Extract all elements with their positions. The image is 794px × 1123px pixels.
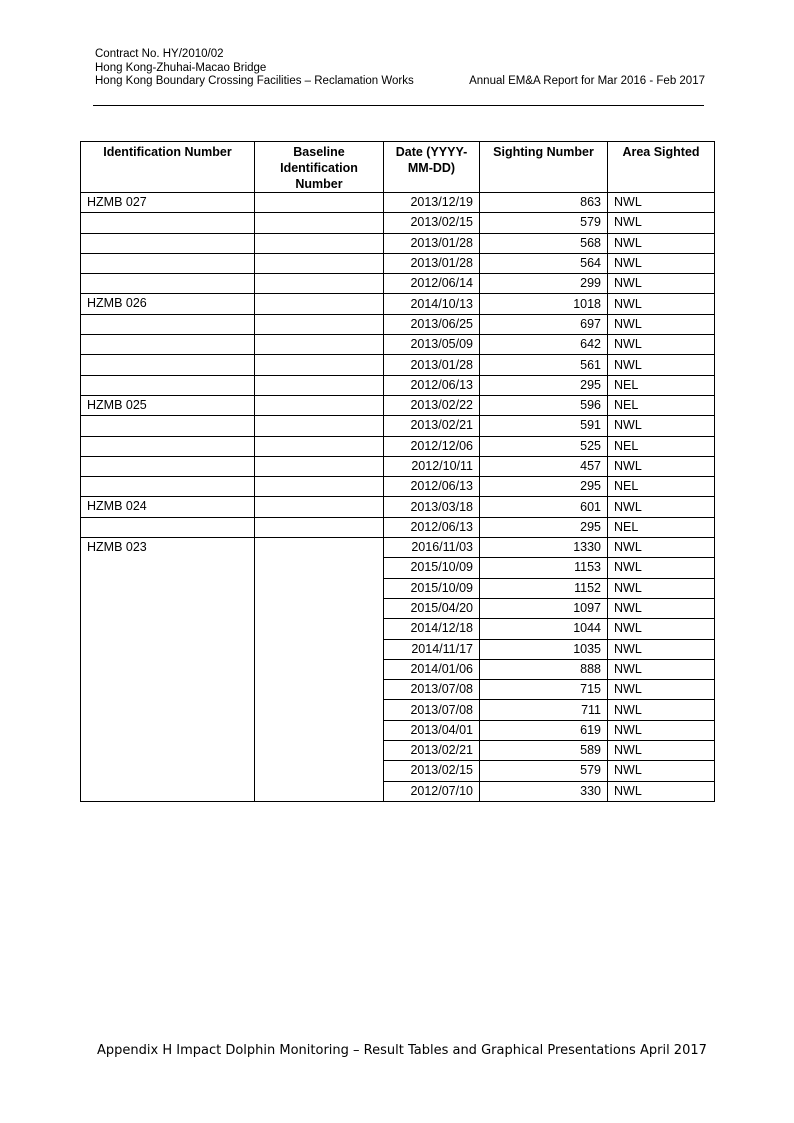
page-footer: Appendix H Impact Dolphin Monitoring – Result Tables and Graphical Presentations April 2017: [97, 1043, 707, 1058]
date-cell: 2012/10/11: [384, 456, 480, 476]
sighting-number-cell: 1152: [480, 578, 608, 598]
area-sighted-cell: NEL: [608, 395, 715, 415]
identification-number-cell: [81, 517, 255, 537]
identification-number-cell: [81, 436, 255, 456]
baseline-id-cell: [255, 477, 384, 497]
date-cell: 2013/01/28: [384, 233, 480, 253]
baseline-id-cell: [255, 233, 384, 253]
table-row: [81, 538, 715, 558]
sighting-table: [80, 141, 715, 802]
table-header-row: [81, 142, 715, 193]
identification-number-cell: [81, 314, 255, 334]
area-sighted-cell: NWL: [608, 456, 715, 476]
identification-number-cell: [81, 274, 255, 294]
sighting-number-cell: 1330: [480, 538, 608, 558]
area-sighted-cell: NWL: [608, 700, 715, 720]
sighting-number-cell: 619: [480, 720, 608, 740]
date-cell: 2013/07/08: [384, 700, 480, 720]
area-sighted-cell: NWL: [608, 558, 715, 578]
sighting-number-cell: 697: [480, 314, 608, 334]
column-header-baseline-identification-number: Baseline Identification Number: [255, 142, 384, 193]
sighting-number-cell: 1097: [480, 598, 608, 618]
identification-number-cell: [81, 416, 255, 436]
date-cell: 2015/10/09: [384, 578, 480, 598]
identification-number-cell: [81, 233, 255, 253]
area-sighted-cell: NWL: [608, 538, 715, 558]
table-row: [81, 274, 715, 294]
date-cell: 2013/02/21: [384, 741, 480, 761]
sighting-number-cell: 295: [480, 517, 608, 537]
sighting-number-cell: 589: [480, 741, 608, 761]
table-row: [81, 253, 715, 273]
table-row: [81, 436, 715, 456]
baseline-id-cell: [255, 253, 384, 273]
date-cell: 2013/02/22: [384, 395, 480, 415]
date-cell: 2014/12/18: [384, 619, 480, 639]
table-row: [81, 335, 715, 355]
sighting-number-cell: 525: [480, 436, 608, 456]
sighting-number-cell: 295: [480, 477, 608, 497]
project-name: Hong Kong-Zhuhai-Macao Bridge: [95, 61, 267, 74]
table-row: [81, 456, 715, 476]
baseline-id-cell: [255, 335, 384, 355]
baseline-id-cell: [255, 395, 384, 415]
area-sighted-cell: NWL: [608, 761, 715, 781]
sighting-number-cell: 564: [480, 253, 608, 273]
baseline-id-cell: [255, 193, 384, 213]
identification-number-cell: [81, 253, 255, 273]
baseline-id-cell: [255, 213, 384, 233]
area-sighted-cell: NWL: [608, 680, 715, 700]
date-cell: 2013/01/28: [384, 355, 480, 375]
baseline-id-cell: [255, 538, 384, 802]
identification-number-cell: HZMB 026: [81, 294, 255, 314]
date-cell: 2013/04/01: [384, 720, 480, 740]
table-row: [81, 294, 715, 314]
table-row: [81, 517, 715, 537]
table-row: [81, 314, 715, 334]
table-body: [81, 193, 715, 802]
sighting-number-cell: 888: [480, 659, 608, 679]
identification-number-cell: HZMB 023: [81, 538, 255, 802]
area-sighted-cell: NWL: [608, 253, 715, 273]
header-line: [95, 75, 705, 89]
area-sighted-cell: NEL: [608, 477, 715, 497]
baseline-id-cell: [255, 436, 384, 456]
sighting-number-cell: 561: [480, 355, 608, 375]
sighting-number-cell: 715: [480, 680, 608, 700]
area-sighted-cell: NWL: [608, 659, 715, 679]
date-cell: 2013/02/15: [384, 761, 480, 781]
identification-number-cell: [81, 213, 255, 233]
area-sighted-cell: NWL: [608, 497, 715, 517]
identification-number-cell: [81, 456, 255, 476]
identification-number-cell: [81, 375, 255, 395]
area-sighted-cell: NEL: [608, 517, 715, 537]
area-sighted-cell: NWL: [608, 335, 715, 355]
baseline-id-cell: [255, 517, 384, 537]
table-row: [81, 213, 715, 233]
column-header-date: Date (YYYY-MM-DD): [384, 142, 480, 193]
sighting-number-cell: 642: [480, 335, 608, 355]
table-row: [81, 477, 715, 497]
date-cell: 2012/06/13: [384, 477, 480, 497]
area-sighted-cell: NEL: [608, 375, 715, 395]
date-cell: 2012/06/13: [384, 517, 480, 537]
area-sighted-cell: NWL: [608, 193, 715, 213]
column-header-sighting-number: Sighting Number: [480, 142, 608, 193]
date-cell: 2013/03/18: [384, 497, 480, 517]
identification-number-cell: HZMB 027: [81, 193, 255, 213]
sighting-number-cell: 863: [480, 193, 608, 213]
date-cell: 2015/04/20: [384, 598, 480, 618]
sighting-number-cell: 299: [480, 274, 608, 294]
sighting-number-cell: 591: [480, 416, 608, 436]
date-cell: 2012/07/10: [384, 781, 480, 801]
identification-number-cell: [81, 477, 255, 497]
report-title: Annual EM&A Report for Mar 2016 - Feb 2017: [469, 75, 705, 87]
sighting-number-cell: 457: [480, 456, 608, 476]
sighting-number-cell: 1035: [480, 639, 608, 659]
date-cell: 2014/10/13: [384, 294, 480, 314]
table-row: [81, 497, 715, 517]
date-cell: 2016/11/03: [384, 538, 480, 558]
area-sighted-cell: NWL: [608, 781, 715, 801]
date-cell: 2013/01/28: [384, 253, 480, 273]
table-row: [81, 355, 715, 375]
sighting-number-cell: 596: [480, 395, 608, 415]
area-sighted-cell: NWL: [608, 355, 715, 375]
sighting-number-cell: 711: [480, 700, 608, 720]
contract-number: Contract No. HY/2010/02: [95, 48, 224, 60]
column-header-area-sighted: Area Sighted: [608, 142, 715, 193]
baseline-id-cell: [255, 314, 384, 334]
identification-number-cell: HZMB 025: [81, 395, 255, 415]
identification-number-cell: HZMB 024: [81, 497, 255, 517]
identification-number-cell: [81, 355, 255, 375]
area-sighted-cell: NWL: [608, 720, 715, 740]
sighting-number-cell: 568: [480, 233, 608, 253]
area-sighted-cell: NWL: [608, 233, 715, 253]
date-cell: 2013/02/21: [384, 416, 480, 436]
date-cell: 2014/01/06: [384, 659, 480, 679]
date-cell: 2012/06/14: [384, 274, 480, 294]
area-sighted-cell: NWL: [608, 578, 715, 598]
baseline-id-cell: [255, 294, 384, 314]
area-sighted-cell: NWL: [608, 416, 715, 436]
table-row: [81, 233, 715, 253]
area-sighted-cell: NWL: [608, 294, 715, 314]
date-cell: 2012/06/13: [384, 375, 480, 395]
sighting-number-cell: 1018: [480, 294, 608, 314]
column-header-identification-number: Identification Number: [81, 142, 255, 193]
sighting-number-cell: 601: [480, 497, 608, 517]
sighting-number-cell: 1044: [480, 619, 608, 639]
date-cell: 2013/07/08: [384, 680, 480, 700]
area-sighted-cell: NWL: [608, 213, 715, 233]
table-row: [81, 375, 715, 395]
baseline-id-cell: [255, 416, 384, 436]
baseline-id-cell: [255, 456, 384, 476]
table-row: [81, 416, 715, 436]
table-row: [81, 395, 715, 415]
area-sighted-cell: NWL: [608, 741, 715, 761]
baseline-id-cell: [255, 355, 384, 375]
facility-name: Hong Kong Boundary Crossing Facilities – Reclamation Works: [95, 75, 414, 87]
sighting-number-cell: 295: [480, 375, 608, 395]
sighting-number-cell: 579: [480, 213, 608, 233]
date-cell: 2012/12/06: [384, 436, 480, 456]
baseline-id-cell: [255, 274, 384, 294]
date-cell: 2015/10/09: [384, 558, 480, 578]
area-sighted-cell: NWL: [608, 598, 715, 618]
date-cell: 2013/06/25: [384, 314, 480, 334]
area-sighted-cell: NWL: [608, 314, 715, 334]
baseline-id-cell: [255, 375, 384, 395]
area-sighted-cell: NWL: [608, 274, 715, 294]
page-header: [95, 48, 705, 89]
area-sighted-cell: NWL: [608, 639, 715, 659]
baseline-id-cell: [255, 497, 384, 517]
area-sighted-cell: NWL: [608, 619, 715, 639]
sighting-number-cell: 1153: [480, 558, 608, 578]
table-row: [81, 193, 715, 213]
header-divider: [93, 105, 704, 106]
area-sighted-cell: NEL: [608, 436, 715, 456]
sighting-number-cell: 579: [480, 761, 608, 781]
sighting-number-cell: 330: [480, 781, 608, 801]
date-cell: 2014/11/17: [384, 639, 480, 659]
date-cell: 2013/12/19: [384, 193, 480, 213]
identification-number-cell: [81, 335, 255, 355]
date-cell: 2013/02/15: [384, 213, 480, 233]
date-cell: 2013/05/09: [384, 335, 480, 355]
